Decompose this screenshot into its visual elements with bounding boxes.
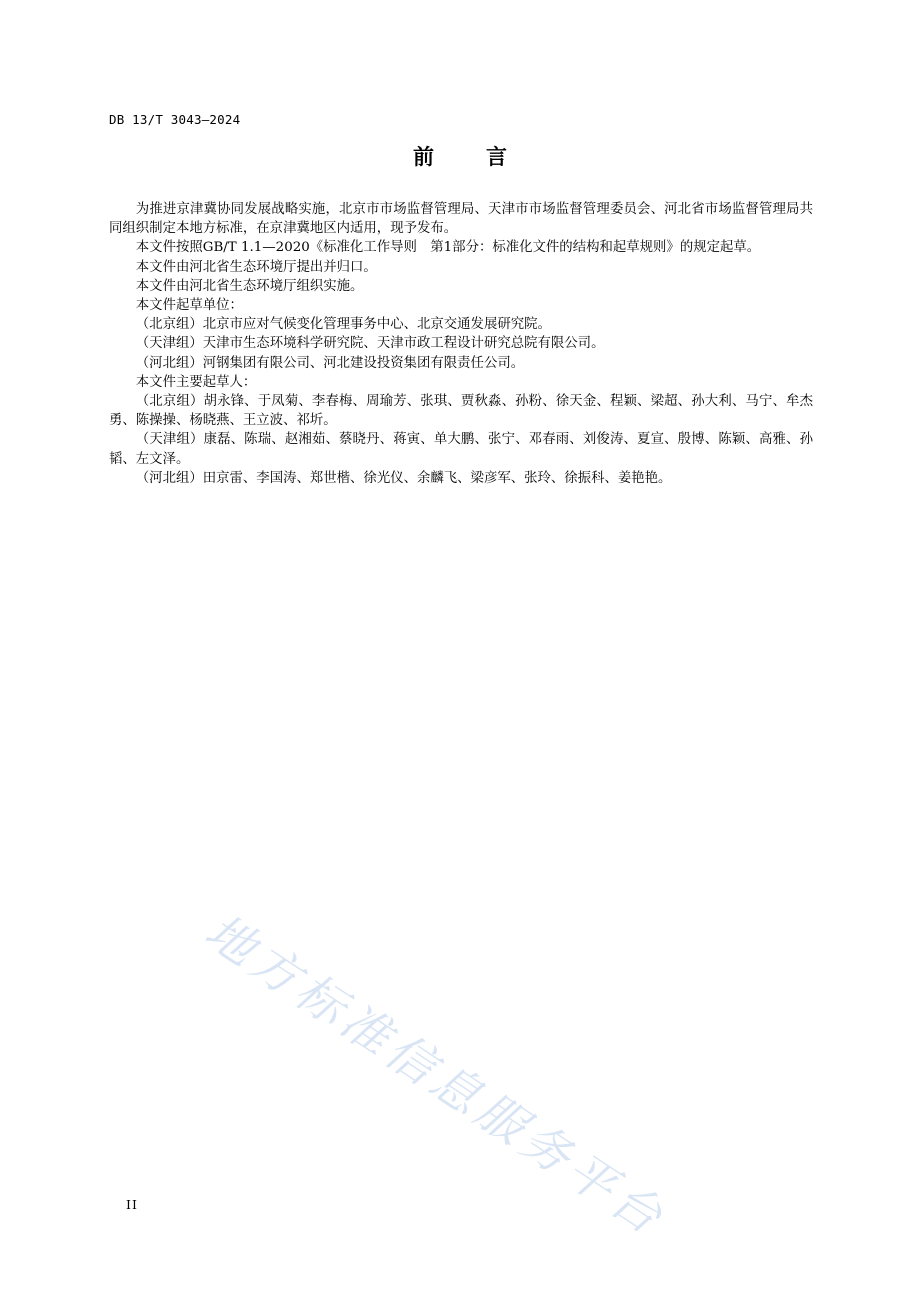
paragraph-implementer: 本文件由河北省生态环境厅组织实施。 — [135, 278, 364, 294]
paragraph-units-hebei: （河北组）河钢集团有限公司、河北建设投资集团有限责任公司。 — [135, 355, 525, 371]
paragraph-drafting-units-heading: 本文件起草单位： — [135, 298, 243, 314]
paragraph-purpose: 为推进京津冀协同发展战略实施，北京市市场监督管理局、天津市市场监督管理委员会、河北省市场监督管理局共同组织制定本地方标准，在京津冀地区内适用，现予发布。 — [109, 202, 813, 237]
foreword-body — [109, 200, 813, 488]
paragraph-drafters-beijing: （北京组）胡永锋、于凤菊、李春梅、周瑜芳、张琪、贾秋淼、孙粉、徐天金、程颖、梁超、孙大利、马宁、牟杰勇、陈操操、杨晓燕、王立波、祁圻。 — [109, 394, 813, 429]
document-code: DB 13/T 3043—2024 — [109, 112, 241, 127]
page-title-part2: 言 — [486, 145, 507, 169]
paragraph-drafting-rule: 本文件按照GB/T 1.1—2020《标准化工作导则 第1部分：标准化文件的结构和起草规则》的规定起草。 — [135, 240, 761, 256]
watermark-text: 地方标准信息服务平台 — [195, 903, 677, 1248]
paragraph-drafters-heading: 本文件主要起草人： — [135, 374, 257, 390]
paragraph-drafters-tianjin: （天津组）康磊、陈瑞、赵湘茹、蔡晓丹、蒋寅、单大鹏、张宁、邓春雨、刘俊涛、夏宣、殷博、陈颖、高雅、孙韬、左文泽。 — [109, 432, 813, 467]
paragraph-units-tianjin: （天津组）天津市生态环境科学研究院、天津市政工程设计研究总院有限公司。 — [135, 336, 605, 352]
page-number: II — [126, 1197, 138, 1212]
paragraph-drafters-hebei: （河北组）田京雷、李国涛、郑世楷、徐光仪、余麟飞、梁彦军、张玲、徐振科、姜艳艳。 — [135, 470, 672, 486]
page-title-part1: 前 — [413, 145, 434, 169]
paragraph-proposer: 本文件由河北省生态环境厅提出并归口。 — [135, 259, 377, 275]
paragraph-units-beijing: （北京组）北京市应对气候变化管理事务中心、北京交通发展研究院。 — [135, 317, 551, 333]
page-title — [0, 141, 920, 171]
